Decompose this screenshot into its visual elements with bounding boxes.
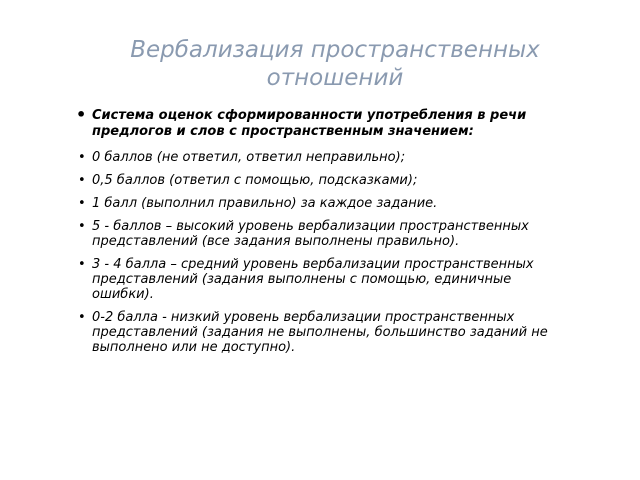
list-item-text: 0 баллов (не ответил, ответил неправильно); [92, 150, 406, 165]
bullet-icon: • [78, 150, 86, 165]
list-item-text: 5 - баллов – высокий уровень вербализации пространственных представлений (все задания выполнены правильно). [92, 219, 529, 249]
bullet-icon: • [78, 219, 86, 234]
list-item [76, 173, 566, 188]
list-heading [76, 105, 566, 140]
bullet-icon: • [78, 310, 86, 325]
slide-content [76, 105, 566, 363]
slide-title: Вербализация пространственных отношений [130, 37, 540, 91]
bullet-icon: • [78, 173, 86, 188]
heading-text: Система оценок сформированности употребления в речи предлогов и слов с пространственным значением: [92, 108, 527, 139]
list-item-text: 3 - 4 балла – средний уровень вербализации пространственных представлений (задания выполнены с помощью, единичные ошибки). [92, 257, 534, 302]
list-item [76, 310, 566, 355]
list-item [76, 219, 566, 249]
list-item-text: 0,5 баллов (ответил с помощью, подсказками); [92, 173, 418, 188]
list-item [76, 257, 566, 302]
list-item-text: 0-2 балла - низкий уровень вербализации пространственных представлений (задания не выполнены, большинство заданий не выполнено или не доступно). [92, 310, 548, 355]
list-item [76, 150, 566, 165]
list-item [76, 196, 566, 211]
bullet-icon: • [78, 257, 86, 272]
bullet-icon: • [78, 196, 86, 211]
list-item-text: 1 балл (выполнил правильно) за каждое задание. [92, 196, 438, 211]
bullet-icon: • [76, 105, 87, 124]
